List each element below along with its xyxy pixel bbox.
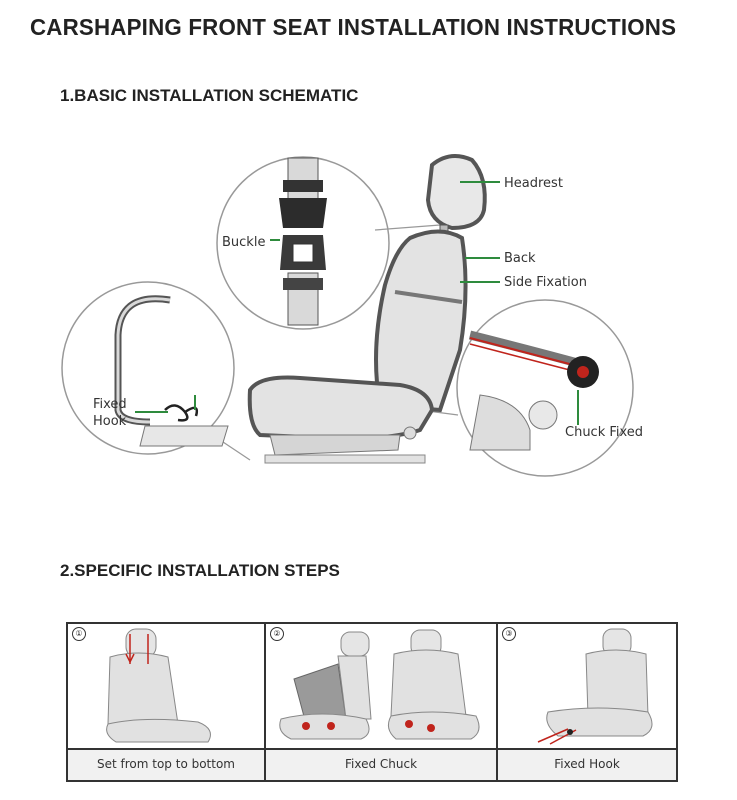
label-back: Back (504, 251, 536, 266)
step-3 (498, 624, 676, 780)
step-1-illustration (68, 624, 264, 752)
step-2 (266, 624, 498, 780)
step-caption: Fixed Chuck (266, 748, 496, 780)
seat-schematic (0, 110, 737, 590)
label-buckle: Buckle (222, 235, 266, 250)
label-fixed-hook: Fixed Hook (93, 397, 127, 429)
label-headrest: Headrest (504, 176, 563, 191)
page-title: CARSHAPING FRONT SEAT INSTALLATION INSTRUCTIONS (30, 14, 677, 40)
section-basic-heading: 1.BASIC INSTALLATION SCHEMATIC (60, 86, 359, 105)
step-2-illustration (266, 624, 496, 752)
section-steps-heading: 2.SPECIFIC INSTALLATION STEPS (60, 561, 340, 580)
step-1 (68, 624, 266, 780)
step-number: ③ (502, 627, 516, 641)
label-chuck-fixed: Chuck Fixed (565, 425, 644, 440)
step-number: ① (72, 627, 86, 641)
step-3-illustration (498, 624, 674, 752)
step-caption: Set from top to bottom (68, 748, 264, 780)
step-number: ② (270, 627, 284, 641)
step-caption: Fixed Hook (498, 748, 676, 780)
label-side-fixation: Side Fixation (504, 275, 587, 290)
hook-zoom (62, 282, 250, 460)
steps-panel (66, 622, 678, 782)
